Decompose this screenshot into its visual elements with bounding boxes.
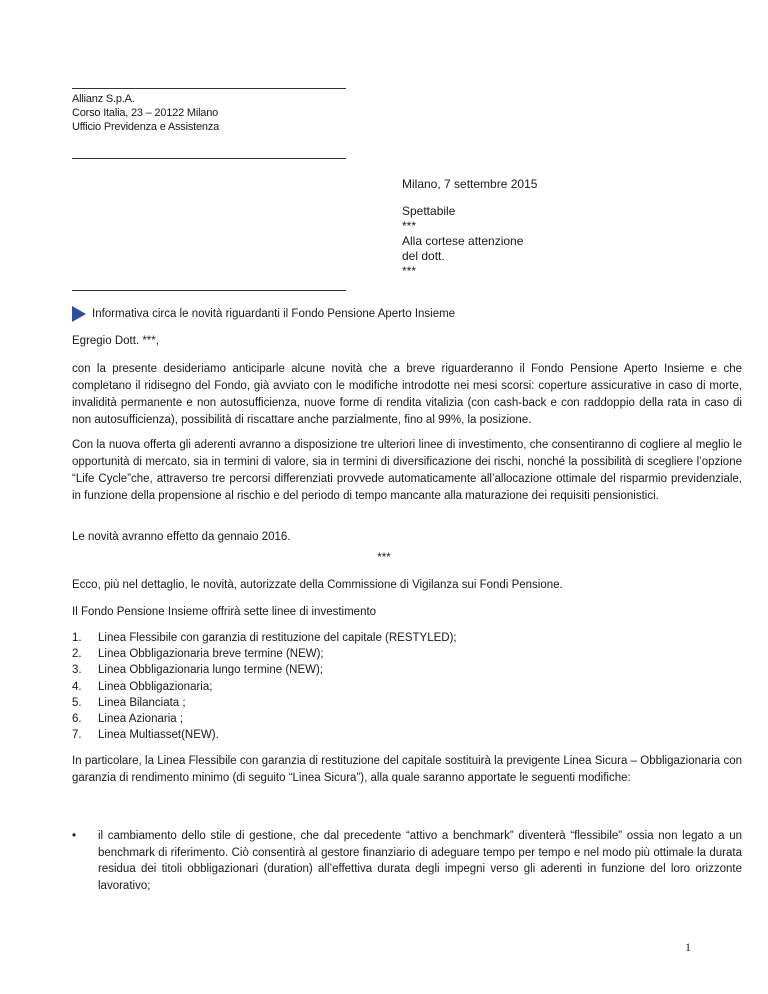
paragraph-particulars: In particolare, la Linea Flessibile con garanzia di restituzione del capitale sostituirà la previgente Linea Sicura – Obbligazionaria con garanzia di rendimento minimo (di seguito “Linea Sicura”), alla quale saranno apportate le seguenti modifiche:: [72, 755, 742, 784]
list-number: 7.: [72, 729, 82, 742]
sender-office: Ufficio Previdenza e Assistenza: [72, 121, 220, 133]
list-item: [72, 646, 672, 662]
subject-line: [72, 306, 455, 322]
date-place: Milano, 7 settembre 2015: [402, 177, 538, 191]
sender-company: Allianz S.p.A.: [72, 93, 135, 105]
bullet-text: il cambiamento dello stile di gestione, che dal precedente “attivo a benchmark” diventerà “flessibile” ossia non legato a un benchmark di riferimento. Ciò consentirà al gestore finanziario di adeguare tempo per tempo e nel modo più ottimale la durata residua dei titoli obbligazionari (duration) all’effettiva durata degli impegni verso gli aderenti in funzione del loro orizzonte lavorativo;: [98, 830, 742, 892]
page-number: 1: [685, 940, 691, 954]
paragraph-offer: Con la nuova offerta gli aderenti avranno a disposizione tre ulteriori linee di investimento, che consentiranno di cogliere al meglio le opportunità di mercato, sia in termini di valore, sia in termini di diversificazione dei rischi, nonché la possibilità di scegliere l’opzione “Life Cycle”che, attraverso tre percorsi differenziati provvede automaticamente all’allocazione ottimale del risparmio previdenziale, in funzione della propensione al rischio e del periodo di tempo mancante alla maturazione dei requisiti pensionistici.: [72, 439, 742, 502]
list-text: Linea Obbligazionaria;: [98, 680, 213, 693]
paragraph-intro: con la presente desideriamo anticiparle alcune novità che a breve riguarderanno il Fondo Pensione Aperto Insieme e che completano il ridisegno del Fondo, già avviato con le modifiche introdotte nei mesi scorsi: coperture assicurative in caso di morte, invalidità permanente e non autosufficienza, nuove forme di rendita vitalizia (con cash-back e con raddoppio della rata in caso di non autosufficienza), possibilità di riscattare anche parzialmente, fino al 99%, la posizione.: [72, 363, 742, 426]
bullet-symbol: •: [72, 830, 77, 842]
paragraph-seven-lines: Il Fondo Pensione Insieme offrirà sette linee di investimento: [72, 606, 377, 618]
rule-top: [72, 88, 346, 89]
list-number: 4.: [72, 680, 82, 693]
bullet-item: [72, 828, 742, 894]
list-item: [72, 727, 672, 743]
list-item: [72, 662, 672, 678]
recipient-line1: Spettabile: [402, 204, 456, 218]
paragraph-effective-date: Le novità avranno effetto da gennaio 2016.: [72, 531, 291, 543]
recipient-line5: ***: [402, 264, 417, 278]
separator-asterisks: ***: [377, 552, 391, 564]
list-number: 6.: [72, 713, 82, 726]
recipient-line2: ***: [402, 219, 417, 233]
list-text: Linea Flessibile con garanzia di restituzione del capitale (RESTYLED);: [98, 632, 457, 644]
list-text: Linea Bilanciata ;: [98, 696, 186, 709]
list-item: [72, 695, 672, 711]
list-text: Linea Multiasset(NEW).: [98, 729, 219, 742]
list-text: Linea Obbligazionaria breve termine (NEW);: [98, 648, 324, 661]
date-block: [402, 177, 537, 192]
recipient-block: [402, 204, 523, 279]
list-number: 1.: [72, 632, 82, 644]
recipient-line4: del dott.: [402, 249, 445, 263]
sender-block: [72, 92, 219, 134]
paragraph-details: Ecco, più nel dettaglio, le novità, autorizzate della Commissione di Vigilanza sui Fondi Pensione.: [72, 579, 563, 591]
triangle-marker-icon: [72, 306, 86, 322]
list-item: [72, 679, 672, 695]
rule-bottom: [72, 290, 346, 291]
list-text: Linea Obbligazionaria lungo termine (NEW);: [98, 664, 323, 677]
list-number: 5.: [72, 696, 82, 709]
investment-lines-list: [72, 630, 672, 743]
list-number: 3.: [72, 664, 82, 677]
list-item: [72, 711, 672, 727]
rule-middle: [72, 158, 346, 159]
list-item: [72, 630, 672, 646]
recipient-line3: Alla cortese attenzione: [402, 234, 524, 248]
subject-text: Informativa circa le novità riguardanti il Fondo Pensione Aperto Insieme: [92, 308, 456, 320]
list-text: Linea Azionaria ;: [98, 713, 184, 726]
sender-address: Corso Italia, 23 – 20122 Milano: [72, 107, 219, 119]
salutation: Egregio Dott. ***,: [72, 335, 159, 347]
list-number: 2.: [72, 648, 82, 661]
